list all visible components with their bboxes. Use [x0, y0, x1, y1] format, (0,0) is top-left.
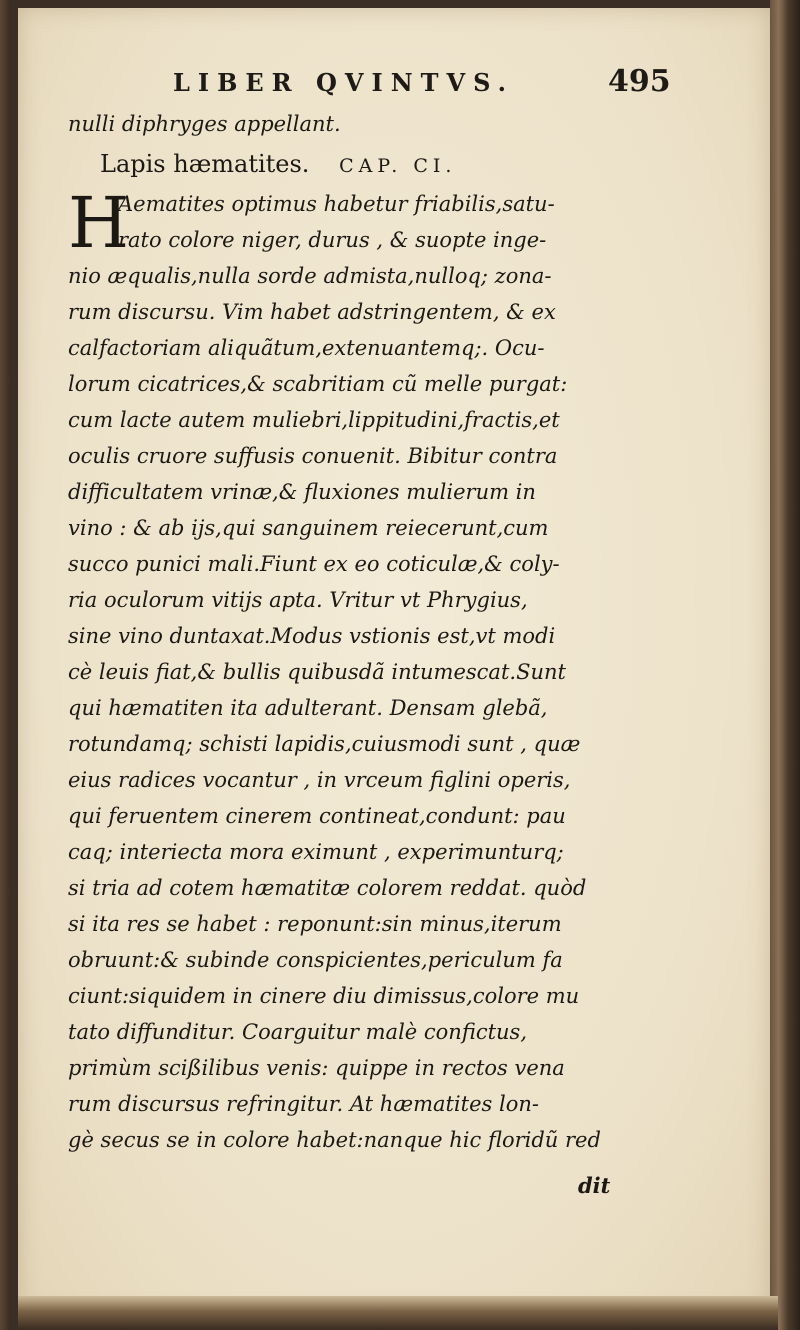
text-block [68, 106, 638, 1158]
text-line-first: nulli diphryges appellant. [68, 112, 341, 136]
text-line: lorum cicatrices,& scabritiam cũ melle purgat: [68, 372, 568, 396]
text-line: rum discursus refringitur. At hæmatites lon- [68, 1092, 539, 1116]
text-line: difficultatem vrinæ,& fluxiones mulierum in [68, 480, 536, 504]
text-line: qui hæmatiten ita adulterant. Densam glebã, [68, 696, 548, 720]
chapter-number: CAP. CI. [339, 155, 457, 177]
chapter-title: Lapis hæmatites. [100, 150, 310, 178]
text-line: rato colore niger, durus , & suopte inge- [118, 228, 547, 252]
text-line: obruunt:& subinde conspicientes,periculum fa [68, 948, 563, 972]
chapter-heading [68, 142, 638, 186]
text-line: cum lacte autem muliebri,lippitudini,fractis,et [68, 408, 560, 432]
text-line: ria oculorum vitijs apta. Vritur vt Phrygius, [68, 588, 528, 612]
text-line: si tria ad cotem hæmatitæ colorem reddat. quòd [68, 876, 587, 900]
book-page [18, 8, 770, 1314]
text-line: vino : & ab ijs,qui sanguinem reiecerunt,cum [68, 516, 549, 540]
text-line: si ita res se habet : reponunt:sin minus,iterum [68, 912, 562, 936]
body-lines [68, 182, 638, 1158]
text-line: Aematites optimus habetur friabilis,satu- [118, 192, 555, 216]
text-line: succo punici mali.Fiunt ex eo coticulæ,& coly- [68, 552, 560, 576]
page-header [18, 64, 770, 108]
page-bottom-edge [18, 1296, 778, 1330]
chapter-body [68, 182, 638, 1158]
running-head: LIBER QVINTVS. [173, 68, 514, 97]
text-line: eius radices vocantur , in vrceum figlini operis, [68, 768, 571, 792]
text-line: oculis cruore suffusis conuenit. Bibitur contra [68, 444, 558, 468]
text-line: ciunt:siquidem in cinere diu dimissus,colore mu [68, 984, 580, 1008]
drop-cap: H [68, 182, 130, 264]
text-line: rotundamq; schisti lapidis,cuiusmodi sunt , quæ [68, 732, 581, 756]
text-line: cè leuis fiat,& bullis quibusdã intumescat.Sunt [68, 660, 566, 684]
text-line: tato diffunditur. Coarguitur malè confictus, [68, 1020, 528, 1044]
catchword: dit [578, 1173, 611, 1198]
text-line: qui feruentem cinerem contineat,condunt: pau [68, 804, 566, 828]
text-line: gè secus se in colore habet:nanque hic floridũ red [68, 1128, 601, 1152]
text-line: rum discursu. Vim habet adstringentem, & ex [68, 300, 556, 324]
text-line: primùm scißilibus venis: quippe in rectos vena [68, 1056, 565, 1080]
text-line: nio æqualis,nulla sorde admista,nulloq; zona- [68, 264, 552, 288]
text-line: calfactoriam aliquãtum,extenuantemq;. Ocu- [68, 336, 545, 360]
book-fore-edge [770, 0, 800, 1330]
text-line: caq; interiecta mora eximunt , experimunturq; [68, 840, 564, 864]
page-number: 495 [608, 64, 671, 99]
text-line: sine vino duntaxat.Modus vstionis est,vt modi [68, 624, 556, 648]
